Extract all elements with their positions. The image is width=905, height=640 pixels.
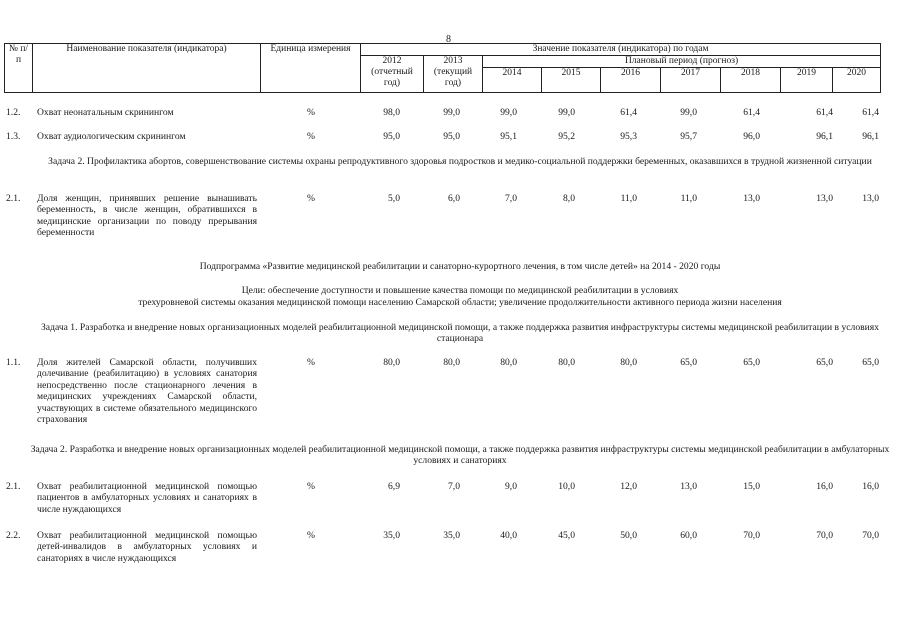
row-number: 2.1. xyxy=(6,193,21,204)
row-unit: % xyxy=(307,193,315,204)
header-year: 2014 xyxy=(483,68,542,93)
value-2012: 95,0 xyxy=(383,131,400,142)
task-heading: Задача 2. Разработка и внедрение новых организационных моделей реабилитационной медицинской помощи, а также поддержка развития инфраструктуры системы медицинской реабилитации в амбулаторных условиях и санаториях xyxy=(30,444,890,467)
page-number: 8 xyxy=(446,34,451,45)
value-2014: 80,0 xyxy=(500,357,517,368)
value-2012: 80,0 xyxy=(383,357,400,368)
task-heading: Задача 1. Разработка и внедрение новых организационных моделей реабилитационной медицинской помощи, а также поддержка развития инфраструктуры системы медицинской реабилитации в условиях стационара xyxy=(41,322,879,345)
value-2017: 60,0 xyxy=(680,530,697,541)
value-2013: 99,0 xyxy=(443,107,460,118)
value-2017: 65,0 xyxy=(680,357,697,368)
value-2013: 7,0 xyxy=(448,481,460,492)
value-2013: 95,0 xyxy=(443,131,460,142)
header-year: 2020 xyxy=(833,68,881,93)
value-2012: 5,0 xyxy=(388,193,400,204)
value-2020: 16,0 xyxy=(862,481,879,492)
header-2013: 2013 (текущий год) xyxy=(424,56,483,93)
value-2013: 35,0 xyxy=(443,530,460,541)
value-2015: 10,0 xyxy=(558,481,575,492)
value-2020: 65,0 xyxy=(862,357,879,368)
subprogram-heading: Подпрограмма «Развитие медицинской реабилитации и санаторно-курортного лечения, в том числе детей» на 2014 - 2020 годы xyxy=(199,261,721,272)
value-2014: 99,0 xyxy=(500,107,517,118)
value-2014: 7,0 xyxy=(505,193,517,204)
row-indicator: Охват неонатальным скринингом xyxy=(37,107,174,118)
row-indicator: Доля женщин, принявших решение вынашивать беременность, в числе женщин, обратившихся в медицинские организации по поводу прерывания беременности xyxy=(37,193,257,239)
row-unit: % xyxy=(307,530,315,541)
value-2012: 35,0 xyxy=(383,530,400,541)
value-2019: 13,0 xyxy=(816,193,833,204)
value-2016: 50,0 xyxy=(620,530,637,541)
value-2015: 95,2 xyxy=(558,131,575,142)
value-2016: 80,0 xyxy=(620,357,637,368)
value-2016: 12,0 xyxy=(620,481,637,492)
value-2014: 40,0 xyxy=(500,530,517,541)
row-indicator: Доля жителей Самарской области, получивших долечивание (реабилитацию) в условиях санатория непосредственно после стационарного лечения в медицинских учреждениях Самарской области, участвующих в системе обязательного медицинского страхования xyxy=(37,357,257,426)
value-2018: 13,0 xyxy=(743,193,760,204)
value-2015: 99,0 xyxy=(558,107,575,118)
row-indicator: Охват аудиологическим скринингом xyxy=(37,131,186,142)
value-2018: 65,0 xyxy=(743,357,760,368)
row-indicator: Охват реабилитационной медицинской помощью детей-инвалидов в амбулаторных условиях и санаториях в числе нуждающихся xyxy=(37,530,257,564)
table-row xyxy=(0,357,905,432)
header-year: 2019 xyxy=(781,68,833,93)
row-unit: % xyxy=(307,131,315,142)
goals-line-2: трехуровневой системы оказания медицинской помощи населению Самарской области; увеличение продолжительности активного периода жизни населения xyxy=(138,297,782,308)
header-2012: 2012 (отчетный год) xyxy=(361,56,424,93)
row-unit: % xyxy=(307,357,315,368)
header-name: Наименование показателя (индикатора) xyxy=(33,44,261,93)
value-2017: 99,0 xyxy=(680,107,697,118)
value-2018: 61,4 xyxy=(743,107,760,118)
value-2013: 6,0 xyxy=(448,193,460,204)
row-number: 1.3. xyxy=(6,131,21,142)
header-planning: Плановый период (прогноз) xyxy=(483,56,881,68)
value-2017: 95,7 xyxy=(680,131,697,142)
value-2017: 13,0 xyxy=(680,481,697,492)
value-2020: 96,1 xyxy=(862,131,879,142)
value-2017: 11,0 xyxy=(680,193,697,204)
task-heading: Задача 2. Профилактика абортов, совершенствование системы охраны репродуктивного здоровья подростков и медико-социальной поддержки беременных, оказавшихся в трудной жизненной ситуации xyxy=(48,156,872,167)
header-year: 2018 xyxy=(721,68,781,93)
goals-line-1: Цели: обеспечение доступности и повышение качества помощи по медицинской реабилитации в условиях xyxy=(241,285,679,296)
value-2015: 8,0 xyxy=(563,193,575,204)
value-2014: 95,1 xyxy=(500,131,517,142)
value-2018: 96,0 xyxy=(743,131,760,142)
value-2019: 16,0 xyxy=(816,481,833,492)
table-row xyxy=(0,530,905,590)
header-year: 2015 xyxy=(542,68,601,93)
row-number: 1.1. xyxy=(6,357,21,368)
row-number: 2.1. xyxy=(6,481,21,492)
value-2012: 6,9 xyxy=(388,481,400,492)
value-2019: 96,1 xyxy=(816,131,833,142)
row-unit: % xyxy=(307,107,315,118)
row-number: 1.2. xyxy=(6,107,21,118)
value-2015: 45,0 xyxy=(558,530,575,541)
header-year: 2017 xyxy=(661,68,721,93)
row-indicator: Охват реабилитационной медицинской помощью пациентов в амбулаторных условиях и санаториях в числе нуждающихся xyxy=(37,481,257,515)
row-number: 2.2. xyxy=(6,530,21,541)
row-unit: % xyxy=(307,481,315,492)
header-num: № п/п xyxy=(5,44,33,93)
value-2013: 80,0 xyxy=(443,357,460,368)
header-year: 2016 xyxy=(601,68,661,93)
value-2012: 98,0 xyxy=(383,107,400,118)
value-2018: 70,0 xyxy=(743,530,760,541)
value-2015: 80,0 xyxy=(558,357,575,368)
value-2020: 61,4 xyxy=(862,107,879,118)
header-values: Значение показателя (индикатора) по годам xyxy=(361,44,881,56)
value-2020: 13,0 xyxy=(862,193,879,204)
table-row xyxy=(0,193,905,253)
value-2016: 61,4 xyxy=(620,107,637,118)
value-2019: 61,4 xyxy=(816,107,833,118)
value-2018: 15,0 xyxy=(743,481,760,492)
value-2016: 95,3 xyxy=(620,131,637,142)
value-2020: 70,0 xyxy=(862,530,879,541)
value-2014: 9,0 xyxy=(505,481,517,492)
value-2019: 70,0 xyxy=(816,530,833,541)
table-header xyxy=(4,43,881,93)
value-2019: 65,0 xyxy=(816,357,833,368)
value-2016: 11,0 xyxy=(620,193,637,204)
header-unit: Единица измерения xyxy=(261,44,361,93)
